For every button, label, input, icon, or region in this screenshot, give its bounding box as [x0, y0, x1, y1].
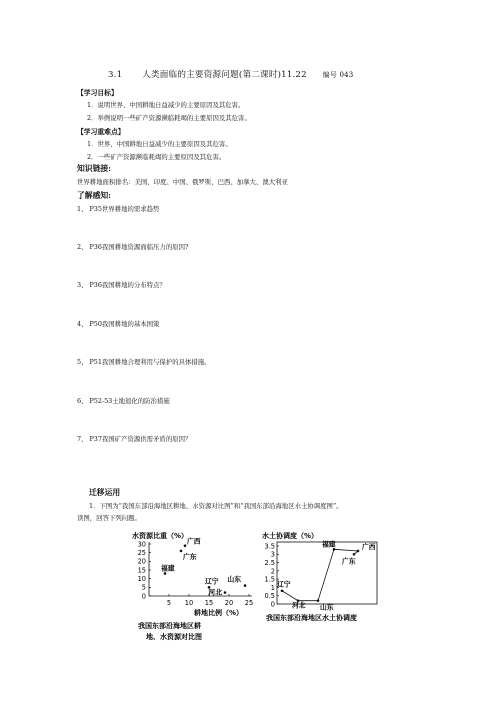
y-tick-label: 5 [141, 583, 146, 592]
y-tick-label: 3.5 [264, 542, 275, 551]
chart-water-arable [130, 528, 260, 652]
data-label: 广东 [183, 552, 197, 561]
question-item: 3、 P36我国耕地的分布特点？ [77, 281, 166, 289]
y-tick-label: 20 [137, 557, 146, 566]
data-point [184, 544, 187, 547]
chapter-number: 3.1 [108, 70, 123, 80]
data-label: 山东 [320, 603, 334, 612]
x-tick-label: 25 [244, 599, 254, 607]
transfer-question-cont: 读图，回答下列问题。 [77, 514, 141, 522]
question-item: 4、 P50我国耕地的基本国策 [77, 320, 160, 328]
data-label: 山东 [227, 575, 241, 584]
knowledge-link-text: 世界耕地面积排名：美国、印度、中国、俄罗斯、巴西、加拿大、澳大利亚 [77, 178, 288, 186]
x-tick-label: 15 [204, 599, 214, 607]
perception-heading: 了解感知: [77, 191, 112, 200]
question-item: 7、 P37我国矿产资源供需矛盾的原因？ [77, 435, 192, 443]
y-tick-label: 2 [270, 567, 275, 576]
knowledge-link-heading: 知识链接: [77, 164, 112, 173]
question-item: 5、 P51我国耕地合理利用与保护的具体措施。 [77, 358, 211, 366]
data-label: 福建 [161, 564, 175, 573]
chart-caption: 我国东部沿海地区耕 [138, 622, 201, 630]
chart-caption: 我国东部沿海地区水土协调度 [266, 614, 357, 622]
doc-number: 编号 043 [322, 71, 354, 79]
data-point [281, 589, 284, 592]
key-points-heading: 【学习重难点】 [77, 128, 125, 136]
data-point [224, 591, 227, 594]
y-tick-label: 25 [137, 549, 146, 558]
x-axis-label: 耕地比例（%） [194, 609, 244, 617]
data-label: 广西 [362, 542, 376, 551]
data-point [333, 548, 336, 551]
chart-caption: 地、水资源对比图 [146, 633, 202, 641]
x-tick-label: 10 [184, 599, 194, 607]
transfer-heading: 迁移运用 [89, 488, 121, 497]
data-label: 广东 [342, 557, 356, 566]
y-tick-label: 1 [270, 583, 275, 592]
key-point-item: 1．世界、中国耕地日益减少的主要原因及其危害。 [87, 140, 232, 148]
chart-water-soil-harmony [262, 528, 382, 632]
y-tick-label: 1.5 [264, 575, 275, 584]
transfer-question: 1．下图为“我国东部沿海地区耕地、水资源对比图”和“我国东部沿海地区水土协调度图”。 [89, 502, 343, 510]
data-point [180, 550, 183, 553]
goal-item: 2．举例说明一些矿产资源濒临耗竭的主要原因及其危害。 [87, 114, 251, 122]
goals-heading: 【学习目标】 [77, 89, 118, 97]
data-point [353, 553, 356, 556]
data-point [357, 550, 360, 553]
data-point [164, 572, 167, 575]
question-item: 6、 P52-53土地退化的防治措施 [77, 397, 170, 405]
y-axis-label: 水资源比重（%） [132, 532, 189, 540]
key-point-item: 2．一些矿产资源濒临耗竭的主要原因及其危害。 [87, 153, 226, 161]
data-point [244, 584, 247, 587]
data-label: 辽宁 [205, 577, 219, 586]
y-axis-label: 水土协调度（%） [262, 532, 319, 540]
x-tick-label: 20 [224, 599, 234, 607]
y-tick-label: 3 [270, 550, 275, 559]
y-tick-label: 0 [141, 592, 146, 601]
chart-water-arable-svg [130, 528, 260, 648]
question-item: 1、 P35世界耕地的需求趋势 [77, 205, 160, 213]
data-label: 辽宁 [277, 580, 291, 589]
y-tick-label: 30 [137, 540, 146, 549]
y-tick-label: 0.5 [264, 592, 275, 601]
data-label: 河北 [208, 588, 222, 597]
x-tick-label: 5 [166, 599, 172, 607]
y-tick-label: 15 [137, 566, 146, 575]
data-label: 福建 [322, 540, 336, 549]
goal-item: 1．说明世界、中国耕地日益减少的主要原因及其危害。 [87, 101, 245, 109]
question-item: 2、 P36我国耕地资源面临压力的原因? [77, 243, 189, 251]
data-label: 广西 [187, 537, 201, 546]
y-tick-label: 0 [270, 600, 275, 609]
y-tick-label: 10 [137, 575, 146, 584]
lesson-name: 人类面临的主要资源问题(第二课时)11.22 [142, 70, 307, 80]
y-tick-label: 2.5 [264, 558, 275, 567]
chart-water-soil-harmony-svg [262, 528, 382, 628]
page-title [108, 68, 353, 80]
data-label: 河北 [292, 601, 306, 610]
data-point [317, 599, 320, 602]
